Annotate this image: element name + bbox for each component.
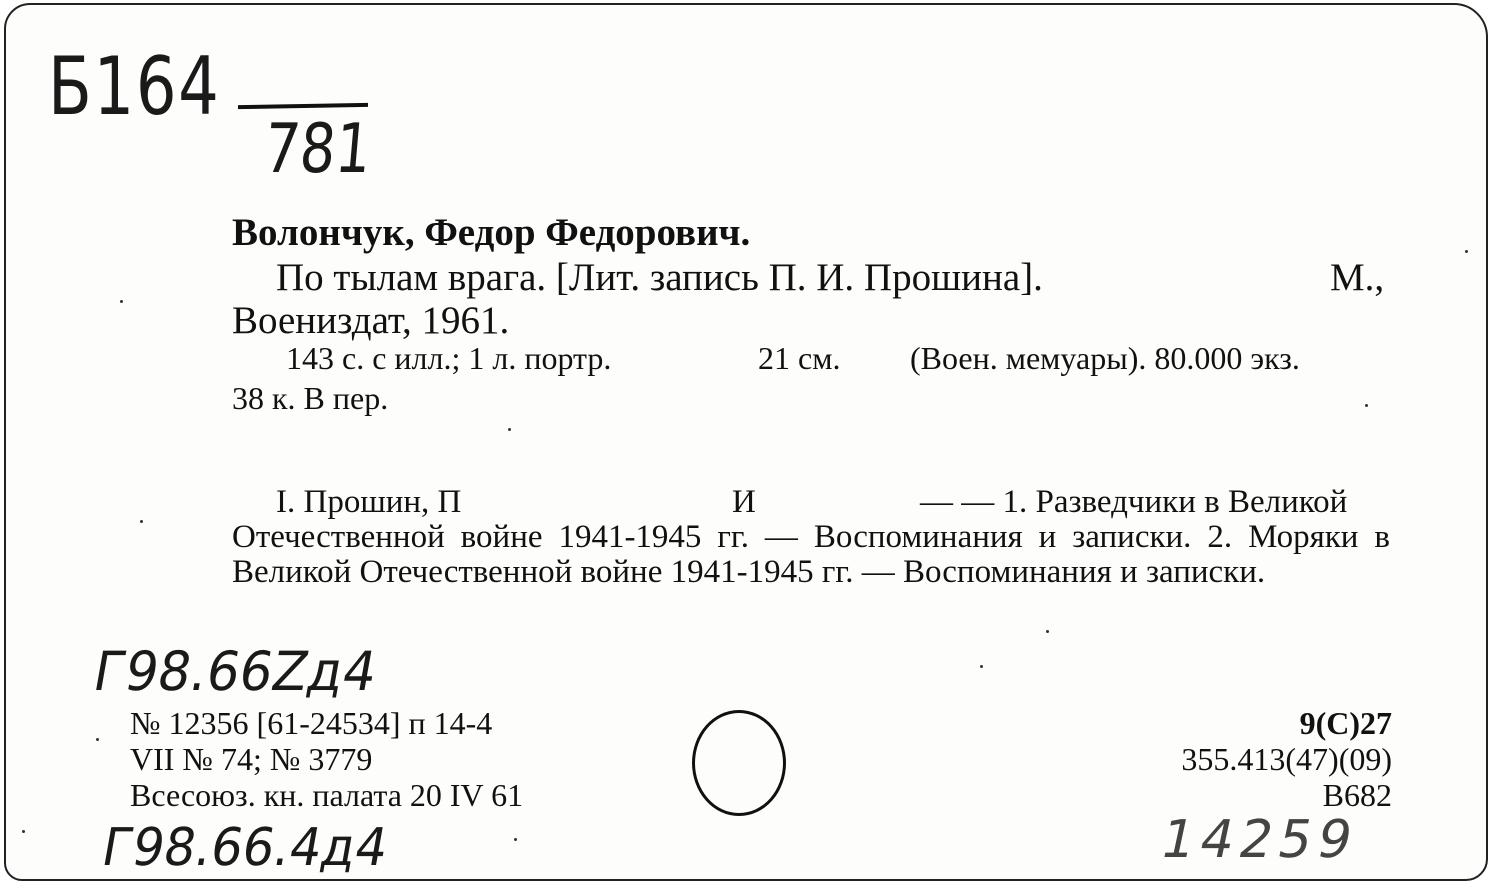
shelf-mark-top: Б164: [48, 40, 221, 133]
print-info-line-2: VII № 74; № 3779: [130, 741, 373, 777]
udc-code: 355.413(47)(09): [1181, 741, 1392, 777]
handwritten-accession-number: 14259: [1155, 810, 1364, 870]
print-speck: [22, 830, 25, 833]
print-info-line-1: № 12356 [61-24534] п 14-4: [130, 705, 493, 741]
tracing-subjects: Отечественной войне 1941-1945 гг. — Воспоминания и записки. 2. Моряки в Великой Отечественной войне 1941-1945 гг. — Воспоминания и записки.: [232, 519, 1390, 590]
tracing-added-entry-initial: И: [732, 484, 756, 520]
physical-description-size: 21 см.: [758, 340, 841, 376]
author-mark: В682: [1322, 777, 1392, 813]
physical-description-pages: 143 с. с илл.; 1 л. портр.: [286, 340, 612, 376]
tracing-subject-1-start: — — 1. Разведчики в Великой: [920, 484, 1348, 520]
card-punch-hole: [692, 710, 786, 816]
subject-tracings: [232, 485, 1390, 590]
print-speck: [1465, 250, 1468, 253]
handwritten-classification-1: Г98.66Zд4: [88, 640, 382, 703]
print-speck: [1046, 630, 1049, 633]
print-speck: [514, 838, 517, 841]
publication-place: М.,: [1330, 256, 1385, 299]
bbk-code: 9(С)27: [1299, 705, 1392, 741]
shelf-mark-bottom: 781: [261, 110, 375, 189]
handwritten-classification-2: Г98.66.4д4: [97, 818, 393, 878]
author-heading: Волончук, Федор Федорович.: [232, 211, 751, 254]
title-statement: По тылам врага. [Лит. запись П. И. Прошина].: [276, 256, 1043, 299]
print-speck: [980, 665, 983, 668]
print-speck: [508, 428, 511, 431]
classification-codes: [1000, 705, 1392, 813]
series-and-print-run: (Воен. мемуары). 80.000 экз.: [910, 340, 1300, 376]
publisher-year: Воениздат, 1961.: [232, 299, 510, 342]
tracing-first-line: [232, 485, 1390, 520]
print-speck: [140, 520, 143, 523]
print-info-line-3: Всесоюз. кн. палата 20 IV 61: [130, 777, 524, 813]
price-binding: 38 к. В пер.: [232, 380, 389, 416]
print-info: [130, 705, 690, 813]
print-speck: [96, 738, 99, 741]
print-speck: [120, 300, 123, 303]
tracing-added-entry: I. Прошин, П: [276, 484, 462, 520]
print-speck: [1365, 404, 1368, 407]
